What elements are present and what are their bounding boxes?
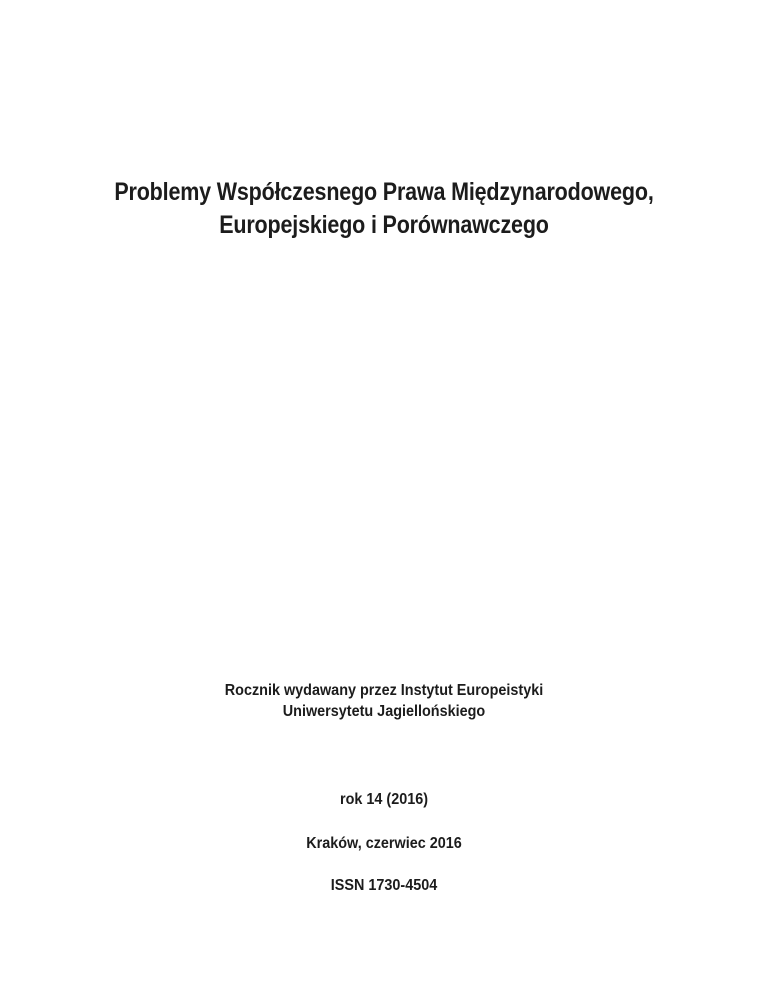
place-and-date: Kraków, czerwiec 2016 xyxy=(306,835,462,852)
volume-year: rok 14 (2016) xyxy=(339,791,429,808)
journal-title-line-1: Problemy Współczesnego Prawa Międzynarodowego, xyxy=(114,178,654,206)
journal-title xyxy=(0,176,768,242)
journal-title-line-2: Europejskiego i Porównawczego xyxy=(219,211,549,239)
publisher-line-1: Rocznik wydawany przez Instytut Europeistyki xyxy=(224,682,544,699)
publisher-statement xyxy=(0,680,768,722)
publisher-line-2: Uniwersytetu Jagiellońskiego xyxy=(282,703,486,720)
issn-number: ISSN 1730-4504 xyxy=(330,877,438,894)
